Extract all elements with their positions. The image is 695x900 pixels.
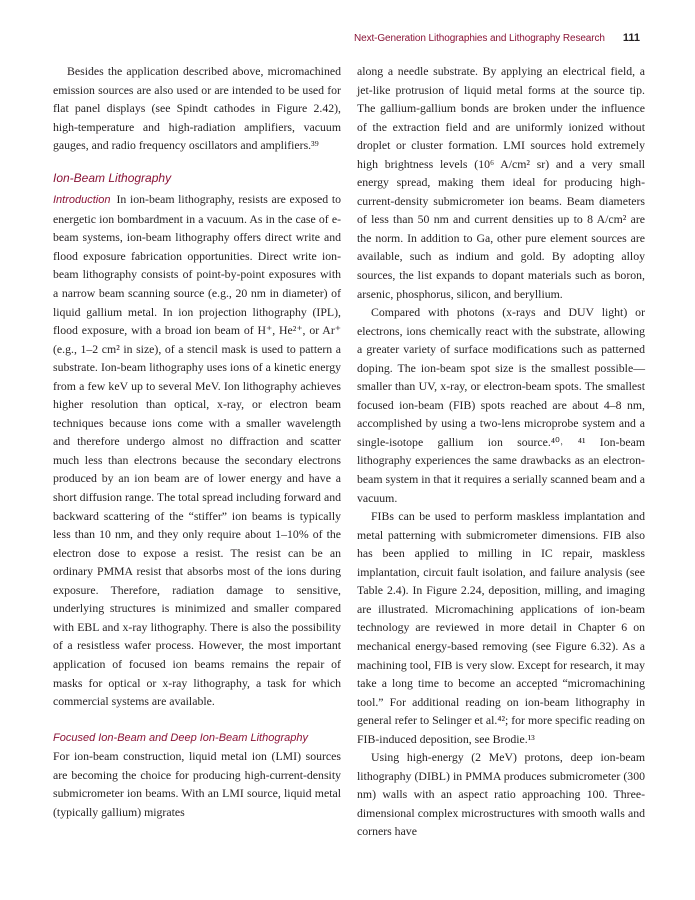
paragraph-introduction (53, 190, 341, 710)
paragraph-emission-sources: Besides the application described above, micromachined emission sources are also used or are intended to be used for flat panel displays (see Spindt cathodes in Figure 2.42), high-temperature and high-radiation amplifiers, vacuum gauges, and radio frequency oscillators and amplifiers.³⁹ (53, 64, 341, 153)
paragraph-fib-applications: FIBs can be used to perform maskless implantation and metal patterning with submicrometer dimensions. FIB also has been applied to milling in IC repair, maskless implantation, circuit fault isolation, and failure analysis (see Table 2.4). In Figure 2.24, deposition, milling, and imaging are illustrated. Micromachining applications of ion-beam technology are reviewed in more detail in Chapter 6 on mechanical energy-based removing (see Figure 6.32). As a machining tool, FIB is very slow. Except for research, it may take a long time to become an accepted “micromachining tool.” For additional reading on ion-beam lithography in general refer to Selinger et al.⁴²; for more specific reading on FIB-induced deposition, see Brodie.¹³ (357, 509, 645, 746)
running-head (354, 32, 640, 48)
subheading-focused-ion-beam: Focused Ion-Beam and Deep Ion-Beam Lithography (53, 731, 308, 744)
introduction-text: In ion-beam lithography, resists are exposed to energetic ion bombardment in a vacuum. As in the case of e-beam systems, ion-beam lithography offers direct write and flood exposure fabrication opportunities. Direct write ion-beam lithography consists of point-by-point exposures with a narrow beam scanning source (e.g., 20 nm in diameter) of liquid gallium metal. In ion projection lithography (IPL), flood exposure, with a broad ion beam of H⁺, He²⁺, or Ar⁺ (e.g., 1–2 cm² in size), of a stencil mask is used to pattern a substrate. Ion-beam lithography uses ions of a kinetic energy from a few keV up to several MeV. Ion lithography achieves higher resolution than optical, x-ray, or electron beam techniques because ions come with a smaller wavelength and therefore undergo almost no diffraction and scatter much less than electrons because the secondary electrons produced by an ion beam are of lower energy and have a short diffusion range. The total spread including forward and backward scattering of the “stiffer” ion beams is typically less than 10 nm, and they only require about 1–10% of the electron dose to expose a resist. The resist can be an ordinary PMMA resist that absorbs most of the ions during exposure. Therefore, radiation damage to sensitive, underlying structures is minimized and smaller compared with EBL and x-ray lithography. There is also the possibility of a resistless wafer process. However, the most important application of focused ion beams remains the repair of masks for optical or x-ray lithography, a task for which commercial systems are available. (53, 192, 341, 709)
paragraph-ion-chemistry: Compared with photons (x-rays and DUV light) or electrons, ions chemically react with the substrate, allowing a greater variety of surface modifications such as patterned doping. The ion-beam spot size is the smallest possible—smaller than UV, x-ray, or electron-beam spots. The smallest focused ion-beam (FIB) spots reached are about 4–8 nm, accomplished by using a two-lens microprobe system and a single-isotope gallium ion source.⁴⁰˒ ⁴¹ Ion-beam lithography experiences the same drawbacks as an electron-beam system in that it requires a serially scanned beam and a vacuum. (357, 305, 645, 505)
paragraph-focused-ion-beam: For ion-beam construction, liquid metal ion (LMI) sources are becoming the choice for producing high-current-density submicrometer ion beams. With an LMI source, liquid metal (typically gallium) migrates (53, 749, 341, 819)
right-column (357, 62, 645, 841)
running-title: Next-Generation Lithographies and Lithography Research (353, 33, 605, 44)
runin-heading-introduction: Introduction (53, 194, 111, 207)
page-number: 111 (622, 32, 640, 44)
paragraph-lmi-source: along a needle substrate. By applying an electrical field, a jet-like protrusion of liquid metal forms at the source tip. The gallium-gallium bonds are broken under the influence of the extraction field and are uniformly ionized without droplet or cluster formation. LMI sources hold extremely high brightness levels (10⁶ A/cm² sr) and a very small energy spread, making them ideal for producing high-current-density submicrometer ion beams. Beam diameters of less than 50 nm and current densities up to 8 A/cm² are the norm. In addition to Ga, other pure element sources are available, such as indium and gold. By adopting alloy sources, the list expands to dopant materials such as boron, arsenic, phosphorus, silicon, and beryllium. (357, 64, 645, 301)
paragraph-dibl: Using high-energy (2 MeV) protons, deep ion-beam lithography (DIBL) in PMMA produces submicrometer (300 nm) walls with an aspect ratio approaching 100. Three-dimensional complex microstructures with smooth walls and corners have (357, 750, 645, 839)
section-heading-ion-beam-lithography: Ion-Beam Lithography (53, 170, 172, 185)
left-column (53, 62, 341, 821)
